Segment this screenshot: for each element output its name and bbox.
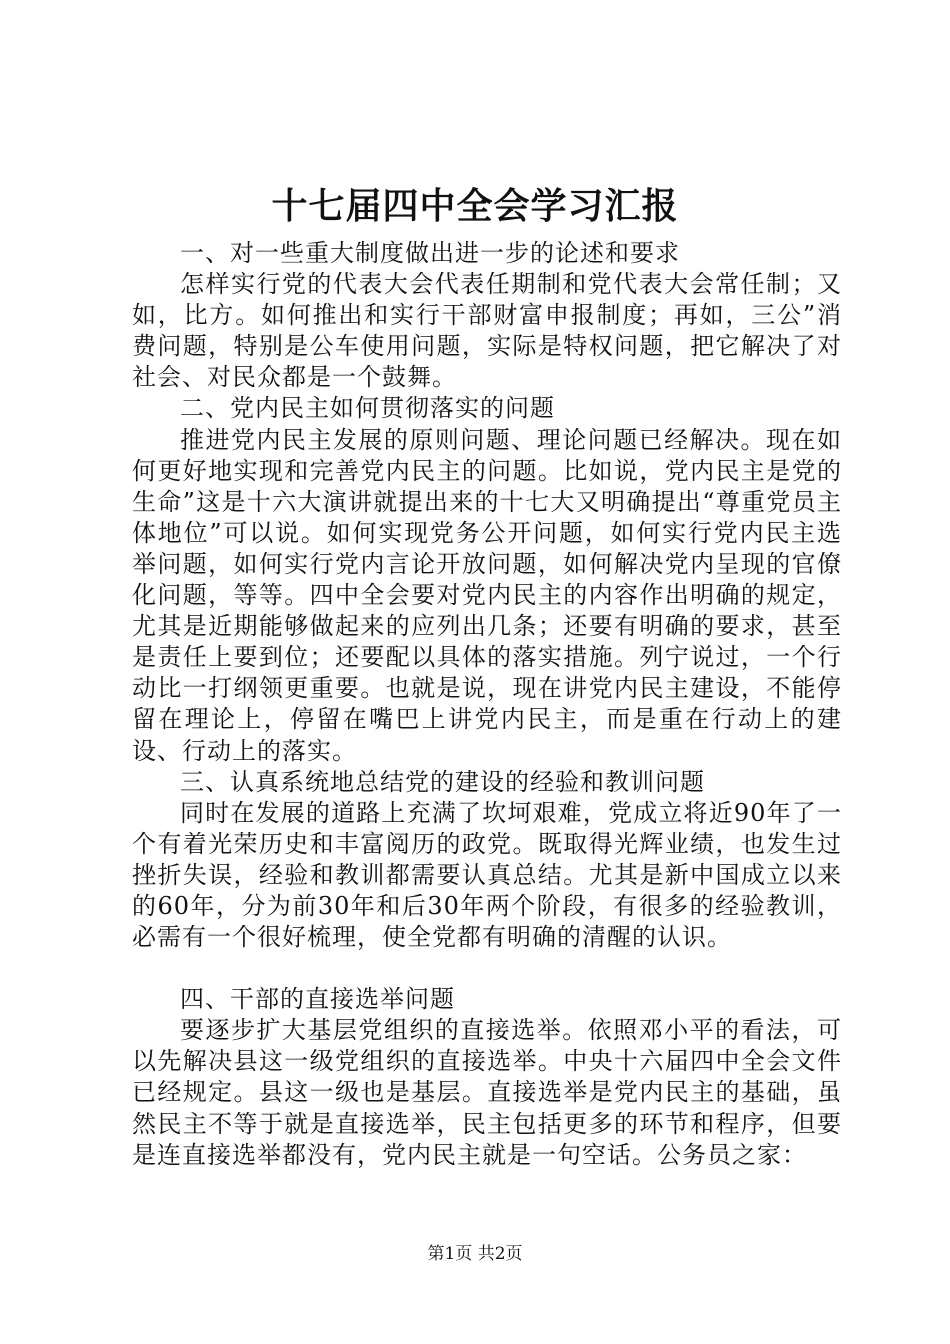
section-heading-3: 三、认真系统地总结党的建设的经验和教训问题 bbox=[180, 767, 705, 796]
section-paragraph-1: 怎样实行党的代表大会代表任期制和党代表大会常任制；又如，比方。如何推出和实行干部财富申报制度；再如，三公”消费问题，特别是公车使用问题，实际是特权问题，把它解决了对社会、对民众都是一个鼓舞。 bbox=[132, 270, 842, 392]
section-paragraph-4: 要逐步扩大基层党组织的直接选举。依照邓小平的看法，可以先解决县这一级党组织的直接选举。中央十六届四中全会文件已经规定。县这一级也是基层。直接选举是党内民主的基础，虽然民主不等于就是直接选举，民主包括更多的环节和程序，但要是连直接选举都没有，党内民主就是一句空话。公务员之家： bbox=[132, 1016, 842, 1169]
page-footer: 第1页 共2页 bbox=[427, 1244, 523, 1264]
document-body bbox=[132, 238, 842, 1171]
section-paragraph-2: 推进党内民主发展的原则问题、理论问题已经解决。现在如何更好地实现和完善党内民主的问题。比如说，党内民主是党的生命”这是十六大演讲就提出来的十七大又明确提出“尊重党员主体地位”可以说。如何实现党务公开问题，如何实行党内民主选举问题，如何实行党内言论开放问题，如何解决党内呈现的官僚化问题，等等。四中全会要对党内民主的内容作出明确的规定，尤其是近期能够做起来的应列出几条；还要有明确的要求，甚至是责任上要到位；还要配以具体的落实措施。列宁说过，一个行动比一打纲领更重要。也就是说，现在讲党内民主建设，不能停留在理论上，停留在嘴巴上讲党内民主，而是重在行动上的建设、行动上的落实。 bbox=[132, 425, 842, 765]
section-heading-4: 四、干部的直接选举问题 bbox=[180, 985, 455, 1014]
section-paragraph-3: 同时在发展的道路上充满了坎坷艰难，党成立将近90年了一个有着光荣历史和丰富阅历的政党。既取得光辉业绩，也发生过挫折失误，经验和教训都需要认真总结。尤其是新中国成立以来的60年，分为前30年和后30年两个阶段，有很多的经验教训，必需有一个很好梳理，使全党都有明确的清醒的认识。 bbox=[132, 798, 842, 952]
section-heading-1: 一、对一些重大制度做出进一步的论述和要求 bbox=[180, 239, 680, 267]
section-heading-2: 二、党内民主如何贯彻落实的问题 bbox=[180, 394, 555, 423]
paragraph-spacer bbox=[132, 953, 842, 984]
document-title: 十七届四中全会学习汇报 bbox=[271, 185, 679, 227]
